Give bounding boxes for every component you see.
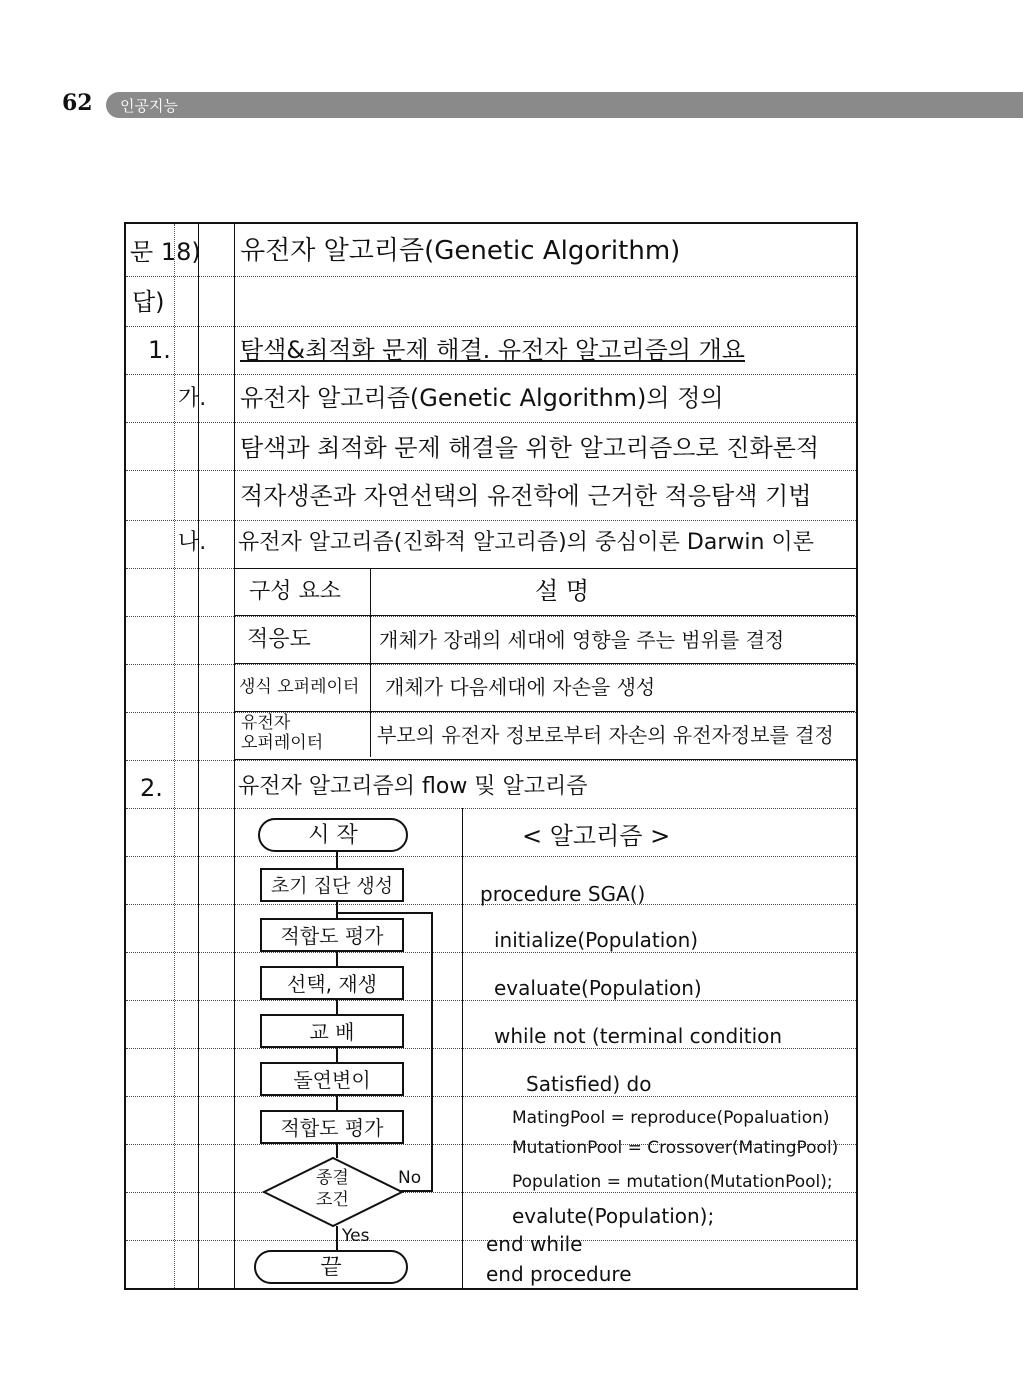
- item-ga-heading: 유전자 알고리즘(Genetic Algorithm)의 정의: [240, 384, 724, 412]
- decision-label: 조건: [316, 1190, 349, 1210]
- flow-arrow: [336, 850, 338, 868]
- section1-number: 1.: [148, 336, 171, 364]
- code-line: initialize(Population): [494, 928, 699, 952]
- rule-line: [126, 422, 856, 423]
- code-line: evaluate(Population): [494, 976, 702, 1000]
- section2-title: 유전자 알고리즘의 flow 및 알고리즘: [238, 774, 588, 799]
- page-header: [0, 88, 1023, 122]
- code-line: end procedure: [486, 1262, 632, 1286]
- end-node: 끝: [254, 1250, 408, 1284]
- table-header-description: 설 명: [535, 577, 589, 605]
- table-cell-component: 생식 오퍼레이터: [239, 677, 360, 697]
- yes-label: Yes: [342, 1226, 370, 1246]
- table-row-line: [235, 711, 855, 712]
- rule-line: [126, 760, 856, 761]
- evaluate2-step: 적합도 평가: [260, 1110, 404, 1144]
- code-line: evalute(Population);: [512, 1204, 715, 1228]
- flow-arrow: [336, 950, 338, 966]
- algorithm-title: < 알고리즘 >: [522, 822, 671, 850]
- mutation-step: 돌연변이: [260, 1062, 404, 1096]
- start-node: 시 작: [258, 818, 408, 852]
- rule-line: [126, 374, 856, 375]
- rule-line: [126, 1096, 856, 1097]
- rule-line: [126, 520, 856, 521]
- section2-number: 2.: [140, 774, 163, 802]
- decision-label: 종결: [316, 1168, 349, 1188]
- item-na-marker: 나.: [178, 530, 207, 555]
- code-line: while not (terminal condition: [494, 1024, 783, 1048]
- code-line: Population = mutation(MutationPool);: [512, 1172, 833, 1192]
- page-number: 62: [62, 90, 93, 116]
- components-table: [234, 568, 858, 760]
- table-cell-description: 부모의 유전자 정보로부터 자손의 유전자정보를 결정: [377, 723, 834, 747]
- rule-line: [126, 276, 856, 277]
- init-step: 초기 집단 생성: [260, 868, 404, 902]
- flow-algorithm-divider: [462, 808, 463, 1288]
- rule-line: [126, 856, 856, 857]
- evaluate-step: 적합도 평가: [260, 918, 404, 952]
- flow-arrow: [336, 1094, 338, 1110]
- code-line: end while: [486, 1232, 583, 1256]
- crossover-step: 교 배: [260, 1014, 404, 1048]
- section1-title: 탐색&최적화 문제 해결. 유전자 알고리즘의 개요: [240, 336, 745, 364]
- rule-line: [126, 1192, 856, 1193]
- rule-line: [126, 952, 856, 953]
- item-na-heading: 유전자 알고리즘(진화적 알고리즘)의 중심이론 Darwin 이론: [238, 530, 814, 555]
- code-line: procedure SGA(): [480, 882, 646, 906]
- loop-line: [401, 1190, 433, 1192]
- rule-line: [126, 1000, 856, 1001]
- margin-line: [174, 224, 175, 1288]
- table-row-line: [235, 663, 855, 664]
- rule-line: [126, 1048, 856, 1049]
- flow-arrow: [336, 1046, 338, 1062]
- select-step: 선택, 재생: [260, 966, 404, 1000]
- question-label: 문 18): [130, 238, 201, 266]
- code-line: Satisfied) do: [526, 1072, 652, 1096]
- table-cell-description: 개체가 다음세대에 자손을 생성: [385, 675, 656, 699]
- loop-line: [337, 912, 433, 914]
- table-cell-component: 오퍼레이터: [241, 733, 324, 753]
- chapter-title: 인공지능: [120, 97, 178, 115]
- flow-arrow: [336, 998, 338, 1014]
- rule-line: [126, 470, 856, 471]
- table-cell-component: 적응도: [247, 627, 311, 652]
- question-title: 유전자 알고리즘(Genetic Algorithm): [240, 236, 681, 266]
- item-ga-marker: 가.: [178, 386, 207, 411]
- no-label: No: [398, 1168, 422, 1188]
- flow-arrow: [336, 900, 338, 918]
- header-bar: [106, 92, 1023, 118]
- rule-line: [126, 808, 856, 809]
- margin-line: [198, 224, 199, 1288]
- table-cell-component: 유전자: [241, 713, 291, 733]
- table-row-line: [235, 615, 855, 616]
- rule-line: [126, 326, 856, 327]
- flow-arrow: [336, 1226, 338, 1250]
- table-cell-description: 개체가 장래의 세대에 영향을 주는 범위를 결정: [379, 628, 785, 652]
- answer-label: 답): [132, 288, 165, 316]
- code-line: MatingPool = reproduce(Popaluation): [512, 1108, 830, 1128]
- table-header-component: 구성 요소: [249, 579, 342, 604]
- code-line: MutationPool = Crossover(MatingPool): [512, 1138, 839, 1158]
- loop-line: [431, 912, 433, 1192]
- item-ga-line2: 적자생존과 자연선택의 유전학에 근거한 적응탐색 기법: [240, 482, 812, 510]
- answer-sheet: [124, 222, 858, 1290]
- item-ga-line1: 탐색과 최적화 문제 해결을 위한 알고리즘으로 진화론적: [240, 434, 820, 462]
